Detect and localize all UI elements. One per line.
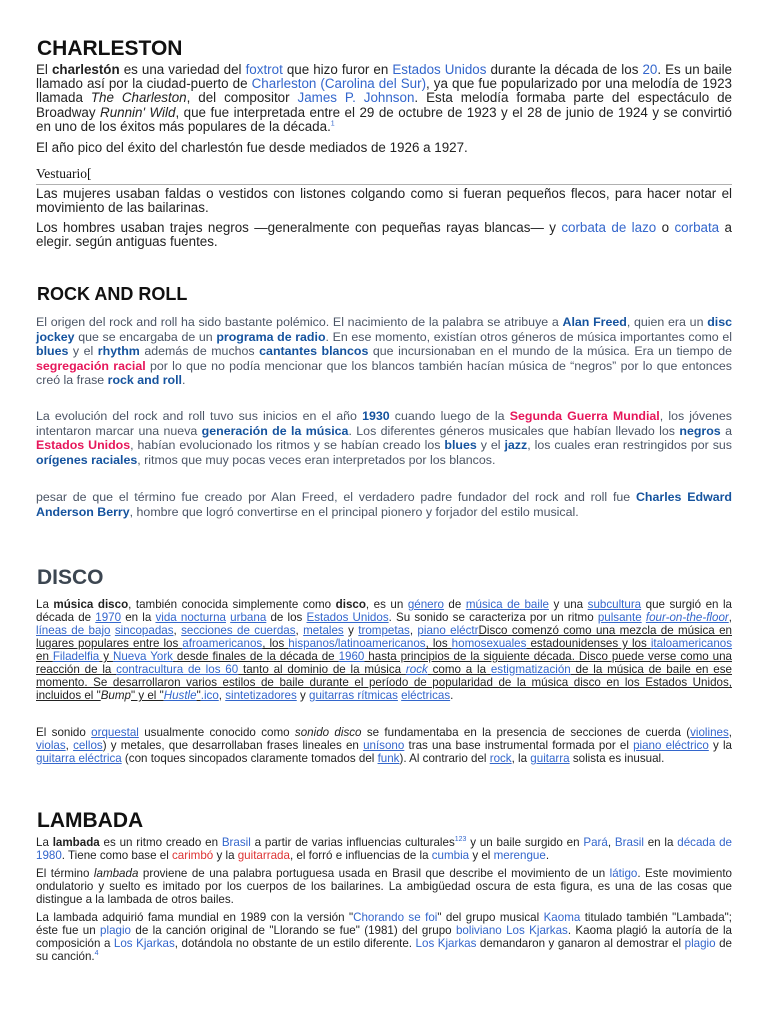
inline-link[interactable]: afroamericanos [182, 637, 263, 650]
inline-link[interactable]: programa de radio [216, 329, 326, 344]
inline-link[interactable]: urbana [230, 611, 267, 624]
inline-link[interactable]: Chorando se foi [353, 911, 438, 924]
inline-link[interactable]: contracultura de los 60 [116, 663, 239, 676]
inline-link[interactable]: corbata de lazo [561, 220, 657, 235]
text-run: , [728, 611, 732, 624]
inline-link[interactable]: subcultura [587, 598, 642, 611]
inline-link[interactable]: pulsante [597, 611, 642, 624]
text-run: en la [121, 611, 156, 624]
inline-link[interactable]: funk [377, 752, 400, 765]
inline-link[interactable]: carimbó [172, 849, 214, 862]
text-run: proviene de una palabra portuguesa usada en Brasil que describe el movimiento de un [138, 867, 610, 880]
inline-link[interactable]: piano eléctrico [633, 739, 709, 752]
text-run: El sonido [36, 726, 92, 739]
inline-link[interactable]: cellos [73, 739, 103, 752]
text-run: y [296, 689, 310, 702]
inline-link[interactable]: Los Kjarkas [113, 937, 175, 950]
italic-term: Runnin' Wild [100, 104, 176, 120]
inline-link[interactable]: corbata [674, 220, 720, 235]
underlined-text: como a la [427, 663, 491, 676]
inline-link[interactable]: látigo [609, 867, 638, 880]
text-run: . Es un baile llamado así por la ciudad-puerto de [36, 62, 733, 92]
text-run: pesar de que el término fue creado por Alan Freed, el verdadero padre fundador del rock and roll fue [36, 490, 636, 504]
inline-link[interactable]: segregación racial [36, 358, 146, 373]
underlined-text: Disco comenzó como una mezcla de música en lugares populares entre los [36, 624, 733, 650]
inline-link[interactable]: guitarrada [237, 849, 290, 862]
inline-link[interactable]: hispanos/latinoamericanos [288, 637, 426, 650]
text-run: . Este movimiento ondulatorio y suelto es imitado por los cuerpos de los bailarines. La ambigüedad oscura de esta figura, es una de las cosas que distingue a la lambada de otros bailes. [36, 867, 733, 906]
text-run: y [343, 624, 359, 637]
text-run: . [182, 373, 186, 388]
underlined-text: " [196, 689, 201, 702]
italic-term: Bump [100, 689, 131, 702]
text-run: , la [511, 752, 531, 765]
inline-link[interactable]: four-on-the-floor [645, 611, 729, 624]
text-run: tras una base instrumental formada por el [404, 739, 634, 752]
underlined-text: y [99, 650, 113, 663]
text-run: de la canción original de "Llorando se fue" (1981) del grupo [131, 924, 456, 937]
footnote-ref[interactable]: 1 [330, 120, 335, 128]
underlined-text: , los [262, 637, 289, 650]
inline-link[interactable]: 20 [642, 62, 658, 77]
text-run: solista es inusual. [569, 752, 665, 765]
text-run: , habían evolucionado los ritmos y se habían creado los [130, 438, 445, 453]
text-run: y una [548, 598, 588, 611]
inline-link[interactable]: secciones de cuerdas [181, 624, 296, 637]
charleston-paragraph-1 [36, 63, 732, 134]
inline-link[interactable]: 1960 [338, 650, 365, 663]
text-run: . Tiene como base el [61, 849, 172, 862]
bold-term: lambada [52, 836, 100, 849]
inline-link[interactable]: Segunda Guerra Mundial [509, 409, 660, 423]
inline-link[interactable]: Nueva York [112, 650, 173, 663]
text-run: que surgió en la década de [36, 598, 733, 624]
text-run: , los jóvenes intentaron marcar una nueva [36, 409, 733, 438]
inline-link[interactable]: violines [690, 726, 729, 739]
text-run: , del compositor [186, 90, 298, 106]
text-run: , ritmos que muy pocas veces eran interpretados por los blancos. [137, 452, 496, 467]
inline-link[interactable]: cantantes blancos [259, 344, 369, 359]
text-run: y el [68, 344, 98, 359]
text-run: que se encargaba de un [74, 329, 217, 344]
text-run: La [36, 598, 54, 611]
inline-link[interactable]: trompetas [358, 624, 410, 637]
inline-link[interactable]: 1930 [362, 409, 390, 423]
inline-link[interactable]: década de 1980 [36, 836, 732, 862]
text-run: demandaron y ganaron al demostrar el [476, 937, 685, 950]
text-run: en la [643, 836, 678, 849]
disco-paragraph-1 [36, 598, 732, 702]
text-run: , es un [365, 598, 408, 611]
text-run: por lo que no podía mencionar que los blancos también hacían música de “negros” por lo que entonces creó la frase [36, 358, 732, 388]
italic-term: lambada [93, 867, 139, 880]
inline-link[interactable]: eléctricas [401, 689, 451, 702]
inline-link[interactable]: Hustle [163, 689, 197, 702]
text-run: ). Al contrario del [399, 752, 490, 765]
inline-link[interactable]: foxtrot [245, 62, 283, 77]
disco-paragraph-2 [36, 726, 732, 765]
text-run: a elegir. según antiguas fuentes. [36, 220, 732, 250]
inline-link[interactable]: orígenes raciales [36, 452, 138, 467]
vestuario-paragraph-1 [36, 187, 732, 215]
inline-link[interactable]: metales [303, 624, 344, 637]
text-run: . Los diferentes géneros musicales que habían llevado los [348, 423, 680, 438]
text-run: , [218, 689, 226, 702]
inline-link[interactable]: Estados Unidos [36, 438, 131, 453]
inline-link[interactable]: boliviano [455, 924, 502, 937]
text-run: y un baile surgido en [466, 836, 584, 849]
text-run: Las mujeres usaban faldas o vestidos con listones colgando como si fueran pequeños flecos, para hacer notar el movimiento de las bailarinas. [36, 186, 732, 216]
text-run: (con toques sincopados claramente tomados del [121, 752, 378, 765]
text-run: y el [469, 849, 494, 862]
inline-link[interactable]: Alan Freed [562, 315, 627, 329]
inline-link[interactable]: Kaoma [543, 911, 581, 924]
lambada-paragraph-2 [36, 867, 732, 906]
text-run: La lambada adquirió fama mundial en 1989 con la versión " [36, 911, 354, 924]
text-run: , también conocida simplemente como [128, 598, 336, 611]
inline-link[interactable]: estigmatización [490, 663, 571, 676]
text-run: , [409, 624, 418, 637]
text-run: El año pico del éxito del charlestón fue desde mediados de 1926 a 1927. [36, 140, 468, 155]
heading-lambada: LAMBADA [37, 809, 144, 832]
inline-link[interactable]: piano eléctr [417, 624, 479, 637]
text-run: El término [36, 867, 94, 880]
inline-link[interactable]: Estados Unidos [306, 611, 389, 624]
bold-term: música disco [53, 598, 129, 611]
text-run: . [450, 689, 454, 702]
text-run: , quien era un [626, 315, 708, 329]
text-run: Los hombres usaban trajes negros —generalmente con pequeñas rayas blancas— y [36, 220, 562, 235]
text-run: y el [476, 438, 505, 453]
inline-link[interactable]: guitarras rítmicas [309, 689, 398, 702]
inline-link[interactable]: plagio [100, 924, 131, 937]
text-run: , ya que fue popularizado por una melodía de 1923 llamada [36, 76, 732, 106]
text-run: cuando luego de la [389, 409, 510, 423]
text-run: de los [266, 611, 307, 624]
inline-link[interactable]: generación de la música [201, 423, 349, 438]
inline-link[interactable]: Estados Unidos [392, 62, 487, 77]
inline-link[interactable]: plagio [684, 937, 716, 950]
text-run: . Esta melodía formaba parte del espectáculo de Broadway [36, 90, 732, 120]
text-run: , [607, 836, 615, 849]
text-run: ) y metales, que desarrollaban frases lineales en [102, 739, 364, 752]
text-run: , hombre que logró convertirse en el principal pionero y forjador del estilo musical. [129, 504, 579, 519]
inline-link[interactable]: cumbia [431, 849, 470, 862]
inline-link[interactable]: orquestal [91, 726, 139, 739]
inline-link[interactable]: blues [444, 438, 477, 453]
text-run: a partir de varias influencias culturales [250, 836, 455, 849]
underlined-text: desde finales de la década de [172, 650, 339, 663]
rock-paragraph-3 [36, 490, 732, 519]
inline-link[interactable]: Filadelfia [52, 650, 100, 663]
text-run: y la [213, 849, 238, 862]
text-run: , que fue interpretada entre el 29 de octubre de 1923 y el 28 de junio de 1924 y se convirtió en uno de los éxitos más populares de la década. [36, 104, 733, 134]
inline-link[interactable]: género [407, 598, 444, 611]
inline-link[interactable]: .ico [200, 689, 219, 702]
text-run: se fundamentaba en la presencia de secciones de cuerda ( [361, 726, 691, 739]
lambada-paragraph-1 [36, 836, 732, 862]
inline-link[interactable]: sincopadas [114, 624, 174, 637]
text-run: a [720, 423, 732, 438]
inline-link[interactable]: Brasil [221, 836, 251, 849]
underlined-text: de la música de baile en ese momento. Se desarrollaron varios estilos de baile durante el período de popularidad de la música disco en los Estados Unidos, incluidos el " [36, 663, 732, 702]
inline-link[interactable]: sintetizadores [225, 689, 297, 702]
inline-link[interactable]: Charles Edward Anderson Berry [36, 490, 732, 519]
text-run: La [36, 836, 53, 849]
text-run: es un ritmo creado en [99, 836, 222, 849]
inline-link[interactable]: violas [36, 739, 66, 752]
text-run: El origen del rock and roll ha sido bastante polémico. El nacimiento de la palabra se atribuye a [36, 315, 563, 329]
text-run: La evolución del rock and roll tuvo sus inicios en el año [36, 409, 363, 423]
subheading-vestuario: Vestuario[ [36, 166, 92, 181]
inline-link[interactable]: líneas de bajo [36, 624, 111, 637]
text-run: , los cuales eran restringidos por sus [527, 438, 732, 453]
charleston-paragraph-2 [36, 141, 732, 155]
section-divider [36, 184, 732, 185]
underlined-text: , los [425, 637, 452, 650]
text-run: durante la década de los [486, 62, 643, 77]
text-run: , [173, 624, 182, 637]
vestuario-paragraph-2 [36, 221, 732, 249]
heading-disco: DISCO [37, 566, 104, 589]
inline-link[interactable]: merengue [493, 849, 546, 862]
inline-link[interactable]: Los Kjarkas [506, 924, 568, 937]
text-run: El [36, 62, 52, 77]
inline-link[interactable]: negros [679, 423, 721, 438]
text-run: que hizo furor en [282, 62, 393, 77]
text-run: " del grupo musical [437, 911, 544, 924]
text-run: . En ese momento, existían otros géneros de música importantes como el [325, 329, 732, 344]
underlined-text: hasta principios de la siguiente década. Disco puede verse como una reacción de la [36, 650, 732, 676]
text-run: es una variedad del [119, 62, 246, 77]
inline-link[interactable]: disc jockey [36, 315, 732, 344]
text-run: . [545, 849, 550, 862]
text-run: de [443, 598, 466, 611]
text-run: , [295, 624, 304, 637]
inline-link[interactable]: rock [489, 752, 512, 765]
text-run: . Su sonido se caracteriza por un ritmo [388, 611, 598, 624]
footnote-ref[interactable]: 4 [94, 950, 99, 958]
bold-term: charlestón [51, 62, 120, 77]
text-run: . Kaoma plagió la autoría de la composición a [36, 924, 733, 950]
underlined-text: en [36, 650, 53, 663]
inline-link[interactable]: música de baile [465, 598, 549, 611]
inline-link[interactable]: Los Kjarkas [415, 937, 477, 950]
inline-link[interactable]: blues [36, 344, 69, 359]
underlined-text: estadounidenses y los [526, 637, 651, 650]
text-run: , [728, 726, 733, 739]
inline-link[interactable]: rhythm [97, 344, 140, 359]
text-run: además de muchos [139, 344, 260, 359]
inline-link[interactable]: Pará [583, 836, 608, 849]
text-run: de su canción. [36, 937, 732, 963]
text-run: , dotándola no obstante de un estilo diferente. [174, 937, 416, 950]
text-run: titulado también "Lambada"; éste fue un [36, 911, 732, 937]
text-run: , [65, 739, 74, 752]
italic-term: sonido disco [294, 726, 362, 739]
bold-term: disco [335, 598, 366, 611]
inline-link[interactable]: jazz [504, 438, 528, 453]
text-run: , el forró e influencias de la [289, 849, 432, 862]
footnote-ref[interactable]: 123 [454, 836, 467, 844]
inline-link[interactable]: Brasil [614, 836, 644, 849]
inline-link[interactable]: unísono [363, 739, 405, 752]
underlined-text: " y el " [131, 689, 164, 702]
inline-link[interactable]: James P. Johnson [297, 90, 415, 106]
rock-paragraph-1 [36, 315, 732, 388]
lambada-paragraph-3 [36, 911, 732, 963]
text-run: que incursionaban en el mundo de la música. Era un tiempo de [368, 344, 732, 359]
inline-link[interactable]: 1970 [95, 611, 122, 624]
inline-link[interactable]: homosexuales [451, 637, 527, 650]
text-run: y la [708, 739, 733, 752]
inline-link[interactable]: Charleston (Carolina del Sur) [251, 76, 427, 92]
inline-link[interactable]: guitarra [530, 752, 570, 765]
inline-link[interactable]: rock [405, 663, 428, 676]
heading-charleston: CHARLESTON [37, 37, 183, 60]
inline-link[interactable]: italoamericanos [650, 637, 733, 650]
inline-link[interactable]: guitarra eléctrica [36, 752, 122, 765]
inline-link[interactable]: vida nocturna [155, 611, 226, 624]
text-run: o [656, 220, 675, 235]
rock-paragraph-2 [36, 409, 732, 467]
italic-term: The Charleston [90, 90, 187, 106]
inline-link[interactable]: rock and roll [107, 373, 182, 388]
underlined-text: tanto al dominio de la música [238, 663, 406, 676]
heading-rock-and-roll: ROCK AND ROLL [37, 284, 188, 304]
text-run: usualmente conocido como [138, 726, 295, 739]
